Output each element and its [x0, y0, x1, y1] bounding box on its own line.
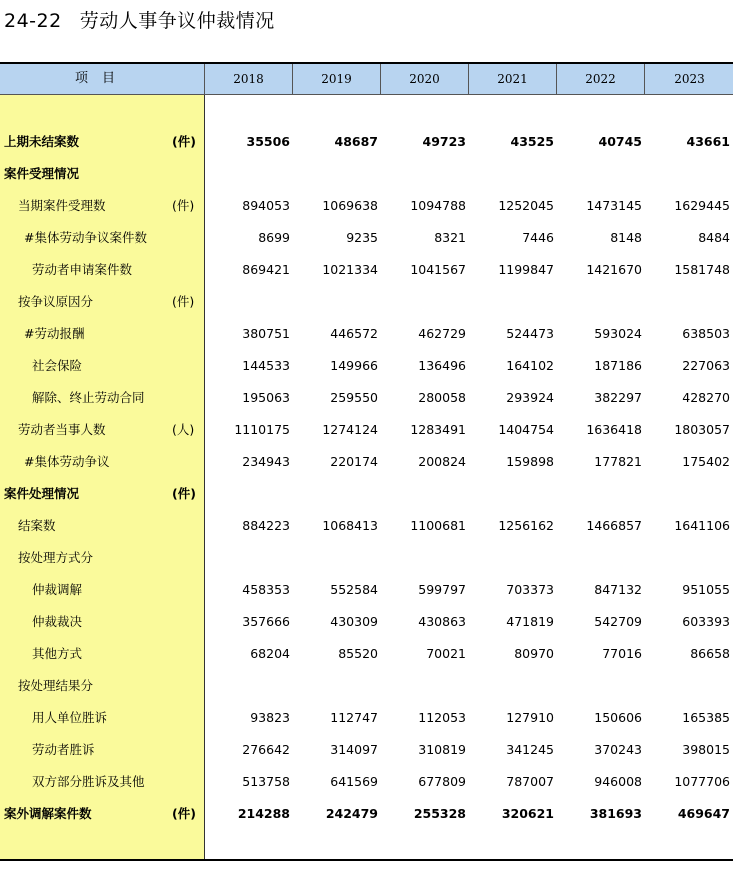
- table-row: [0, 574, 733, 606]
- value-cell-2018: [210, 478, 290, 510]
- value-cell-2021: [474, 542, 554, 574]
- value-cell-2021: [474, 478, 554, 510]
- value-cell-2023: 603393: [682, 614, 730, 629]
- row-label: 上期未结案数: [4, 134, 80, 149]
- row-label: 按处理方式分: [18, 550, 94, 565]
- value-cell-2019: [298, 478, 378, 510]
- value-cell-2020: 70021: [426, 646, 466, 661]
- row-unit: (人): [172, 422, 195, 437]
- table-row: [0, 254, 733, 286]
- value-cell-2019: 1069638: [322, 198, 378, 213]
- value-cell-2020: 599797: [418, 582, 466, 597]
- value-cell-2022: [562, 478, 642, 510]
- value-cell-2021: 341245: [506, 742, 554, 757]
- table-row: [0, 542, 733, 574]
- value-cell-2023: [650, 670, 730, 702]
- value-cell-2018: 884223: [242, 518, 290, 533]
- table-header: [0, 64, 733, 95]
- value-cell-2021: 320621: [501, 806, 554, 821]
- table-row: [0, 702, 733, 734]
- value-cell-2022: 593024: [594, 326, 642, 341]
- value-cell-2021: 80970: [514, 646, 554, 661]
- value-cell-2021: 1404754: [498, 422, 554, 437]
- row-label: 按争议原因分: [18, 294, 94, 309]
- row-label: 案外调解案件数: [4, 806, 92, 821]
- value-cell-2018: 869421: [242, 262, 290, 277]
- row-label: 当期案件受理数: [18, 198, 106, 213]
- row-label: 其他方式: [32, 646, 83, 661]
- value-cell-2021: 524473: [506, 326, 554, 341]
- value-cell-2018: 513758: [242, 774, 290, 789]
- value-cell-2020: 1041567: [410, 262, 466, 277]
- value-cell-2021: 1252045: [498, 198, 554, 213]
- value-cell-2022: [562, 158, 642, 190]
- value-cell-2022: [562, 670, 642, 702]
- table-row: [0, 126, 733, 158]
- value-cell-2019: [298, 286, 378, 318]
- header-item-label: 项目: [74, 71, 129, 86]
- row-label: 用人单位胜诉: [32, 710, 108, 725]
- value-cell-2020: 49723: [422, 134, 466, 149]
- table-row: [0, 286, 733, 318]
- value-cell-2023: [650, 478, 730, 510]
- value-cell-2020: [386, 158, 466, 190]
- value-cell-2020: [386, 670, 466, 702]
- row-label: 按处理结果分: [18, 678, 94, 693]
- row-label: 仲裁裁决: [32, 614, 83, 629]
- value-cell-2019: 48687: [334, 134, 378, 149]
- table-row: [0, 190, 733, 222]
- value-cell-2023: 165385: [682, 710, 730, 725]
- value-cell-2022: 370243: [594, 742, 642, 757]
- table-row: [0, 158, 733, 190]
- value-cell-2022: 847132: [594, 582, 642, 597]
- value-cell-2018: 93823: [250, 710, 290, 725]
- value-cell-2021: [474, 158, 554, 190]
- value-cell-2019: 85520: [338, 646, 378, 661]
- row-label: #集体劳动争议: [24, 454, 110, 469]
- value-cell-2019: 220174: [330, 454, 378, 469]
- value-cell-2020: 136496: [418, 358, 466, 373]
- header-year-2018: 2018: [204, 64, 292, 94]
- value-cell-2021: [474, 286, 554, 318]
- table-row: [0, 350, 733, 382]
- value-cell-2021: 7446: [522, 230, 554, 245]
- table-row: [0, 734, 733, 766]
- table-row: [0, 414, 733, 446]
- row-label: 劳动者当事人数: [18, 422, 106, 437]
- table-row: [0, 510, 733, 542]
- table-row: [0, 382, 733, 414]
- value-cell-2019: 9235: [346, 230, 378, 245]
- value-cell-2019: 112747: [330, 710, 378, 725]
- value-cell-2022: 946008: [594, 774, 642, 789]
- value-cell-2022: 8148: [610, 230, 642, 245]
- value-cell-2022: 542709: [594, 614, 642, 629]
- table-title: 劳动人事争议仲裁情况: [79, 10, 275, 32]
- value-cell-2019: [298, 542, 378, 574]
- value-cell-2023: 8484: [698, 230, 730, 245]
- value-cell-2019: 552584: [330, 582, 378, 597]
- value-cell-2020: 255328: [413, 806, 466, 821]
- value-cell-2018: 380751: [242, 326, 290, 341]
- value-cell-2019: 259550: [330, 390, 378, 405]
- value-cell-2018: [210, 542, 290, 574]
- value-cell-2018: 894053: [242, 198, 290, 213]
- value-cell-2021: 703373: [506, 582, 554, 597]
- value-cell-2019: 314097: [330, 742, 378, 757]
- value-cell-2021: [474, 670, 554, 702]
- value-cell-2020: 280058: [418, 390, 466, 405]
- table-row: [0, 638, 733, 670]
- value-cell-2022: 1473145: [586, 198, 642, 213]
- value-cell-2023: [650, 542, 730, 574]
- row-label: 社会保险: [32, 358, 83, 373]
- value-cell-2020: [386, 542, 466, 574]
- value-cell-2020: 1283491: [410, 422, 466, 437]
- value-cell-2019: 149966: [330, 358, 378, 373]
- table-row: [0, 478, 733, 510]
- value-cell-2020: 430863: [418, 614, 466, 629]
- value-cell-2018: 144533: [242, 358, 290, 373]
- value-cell-2022: [562, 542, 642, 574]
- row-label: 解除、终止劳动合同: [32, 390, 145, 405]
- row-label: #集体劳动争议案件数: [24, 230, 147, 245]
- value-cell-2021: 159898: [506, 454, 554, 469]
- value-cell-2020: 310819: [418, 742, 466, 757]
- value-cell-2021: 1199847: [498, 262, 554, 277]
- value-cell-2023: 227063: [682, 358, 730, 373]
- row-label: 案件受理情况: [4, 166, 80, 181]
- row-unit: (件): [172, 294, 195, 309]
- value-cell-2020: 1100681: [410, 518, 466, 533]
- value-cell-2020: 677809: [418, 774, 466, 789]
- value-cell-2023: 1581748: [674, 262, 730, 277]
- value-cell-2023: [650, 158, 730, 190]
- row-label: 结案数: [18, 518, 56, 533]
- value-cell-2019: 1274124: [322, 422, 378, 437]
- value-cell-2022: 40745: [598, 134, 642, 149]
- value-cell-2023: 951055: [682, 582, 730, 597]
- value-cell-2022: 187186: [594, 358, 642, 373]
- table-row: [0, 318, 733, 350]
- value-cell-2020: 1094788: [410, 198, 466, 213]
- row-label: 双方部分胜诉及其他: [32, 774, 145, 789]
- row-unit: (件): [172, 134, 196, 149]
- value-cell-2020: 462729: [418, 326, 466, 341]
- value-cell-2019: 1021334: [322, 262, 378, 277]
- table-bottom-rule: [0, 859, 733, 861]
- table-row: [0, 446, 733, 478]
- value-cell-2023: 1641106: [674, 518, 730, 533]
- value-cell-2023: 469647: [677, 806, 730, 821]
- value-cell-2021: 293924: [506, 390, 554, 405]
- value-cell-2019: 242479: [325, 806, 378, 821]
- value-cell-2022: [562, 286, 642, 318]
- table-row: [0, 766, 733, 798]
- value-cell-2022: 382297: [594, 390, 642, 405]
- row-label: 劳动者胜诉: [32, 742, 95, 757]
- value-cell-2019: 430309: [330, 614, 378, 629]
- value-cell-2020: 200824: [418, 454, 466, 469]
- value-cell-2020: 112053: [418, 710, 466, 725]
- value-cell-2018: 357666: [242, 614, 290, 629]
- value-cell-2021: 1256162: [498, 518, 554, 533]
- value-cell-2018: [210, 670, 290, 702]
- value-cell-2021: 164102: [506, 358, 554, 373]
- value-cell-2018: 35506: [246, 134, 290, 149]
- table-number: 24-22: [4, 10, 62, 32]
- value-cell-2022: 381693: [589, 806, 642, 821]
- row-label: 案件处理情况: [4, 486, 80, 501]
- value-cell-2019: 641569: [330, 774, 378, 789]
- value-cell-2022: 1636418: [586, 422, 642, 437]
- value-cell-2018: 276642: [242, 742, 290, 757]
- value-cell-2022: 1466857: [586, 518, 642, 533]
- table-row: [0, 222, 733, 254]
- value-cell-2021: 43525: [510, 134, 554, 149]
- value-cell-2021: 127910: [506, 710, 554, 725]
- value-cell-2018: [210, 286, 290, 318]
- value-cell-2023: 398015: [682, 742, 730, 757]
- row-label: 仲裁调解: [32, 582, 83, 597]
- value-cell-2023: 1629445: [674, 198, 730, 213]
- value-cell-2021: 787007: [506, 774, 554, 789]
- header-year-2020: 2020: [380, 64, 468, 94]
- value-cell-2019: 446572: [330, 326, 378, 341]
- row-label: #劳动报酬: [24, 326, 85, 341]
- value-cell-2022: 77016: [602, 646, 642, 661]
- page-title: [4, 6, 275, 33]
- value-cell-2023: 86658: [690, 646, 730, 661]
- value-cell-2022: 177821: [594, 454, 642, 469]
- value-cell-2023: 428270: [682, 390, 730, 405]
- header-year-2023: 2023: [644, 64, 733, 94]
- value-cell-2018: 458353: [242, 582, 290, 597]
- value-cell-2022: 1421670: [586, 262, 642, 277]
- value-cell-2022: 150606: [594, 710, 642, 725]
- value-cell-2019: 1068413: [322, 518, 378, 533]
- value-cell-2018: 8699: [258, 230, 290, 245]
- row-unit: (件): [172, 486, 196, 501]
- row-unit: (件): [172, 198, 195, 213]
- value-cell-2018: 195063: [242, 390, 290, 405]
- value-cell-2023: 175402: [682, 454, 730, 469]
- table-row: [0, 606, 733, 638]
- value-cell-2021: 471819: [506, 614, 554, 629]
- header-year-2022: 2022: [556, 64, 644, 94]
- value-cell-2019: [298, 158, 378, 190]
- value-cell-2019: [298, 670, 378, 702]
- value-cell-2023: 43661: [686, 134, 730, 149]
- row-label: 劳动者申请案件数: [32, 262, 133, 277]
- value-cell-2020: 8321: [434, 230, 466, 245]
- value-cell-2020: [386, 478, 466, 510]
- header-year-2021: 2021: [468, 64, 556, 94]
- value-cell-2023: 1803057: [674, 422, 730, 437]
- value-cell-2018: 68204: [250, 646, 290, 661]
- value-cell-2023: 1077706: [674, 774, 730, 789]
- value-cell-2020: [386, 286, 466, 318]
- table-row: [0, 798, 733, 830]
- value-cell-2018: 1110175: [234, 422, 290, 437]
- value-cell-2018: [210, 158, 290, 190]
- header-year-2019: 2019: [292, 64, 380, 94]
- value-cell-2018: 234943: [242, 454, 290, 469]
- table-row: [0, 670, 733, 702]
- row-unit: (件): [172, 806, 196, 821]
- value-cell-2023: 638503: [682, 326, 730, 341]
- value-cell-2018: 214288: [237, 806, 290, 821]
- value-cell-2023: [650, 286, 730, 318]
